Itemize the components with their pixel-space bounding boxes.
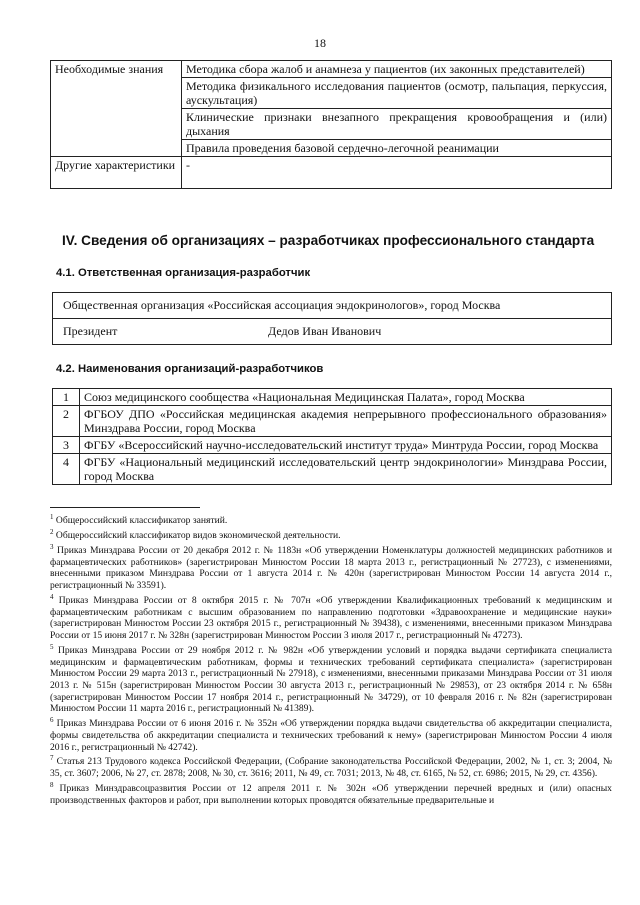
table-row [53,454,612,485]
organization-name: ФГБУ «Всероссийский научно-исследовательский институт труда» Минтруда России, город Москва [80,437,612,454]
table-row [51,157,612,189]
footnote [50,715,612,753]
footnote-text: Статья 213 Трудового кодекса Российской Федерации, (Собрание законодательства Российской Федерации, 2002, № 1, ст. 3; 2004, № 35, ст. 3607; 2006, № 27, ст. 2878; 2008, № 30, ст. 3616; 2011, № 49, ст. 7031; 2013, № 48, ст. 6165, № 52, ст. 6986; 2015, № 29, ст. 4356). [50,756,612,780]
table-row [53,406,612,437]
table-row [53,437,612,454]
position-label: Президент [63,324,118,338]
table-row [51,61,612,78]
footnote-mark: 6 [50,716,54,725]
footnote-text: Приказ Минздрава России от 6 июня 2016 г. № 352н «Об утверждении порядка выдачи свидетельства об аккредитации специалиста, формы свидетельства об аккредитации специалиста и технических требований к нему» (зарегистрирован Минюстом России 4 июля 2016 г., регистрационный № 42742). [50,718,612,753]
table-cell: Правила проведения базовой сердечно-легочной реанимации [182,140,612,157]
organization-name: Общественная организация «Российская ассоциация эндокринологов», город Москва [53,293,612,319]
signatory-cell [53,319,612,345]
footnote-mark: 2 [50,527,54,536]
footnote-text: Общероссийский классификатор занятий. [55,515,228,527]
table-row [53,389,612,406]
subsection-title: 4.2. Наименования организаций-разработчиков [56,363,324,375]
footnote-text: Приказ Минздрава России от 8 октября 2015 г. № 707н «Об утверждении Квалификационных требований к медицинским и фармацевтическим работникам с высшим образованием по направлению подготовки «Здравоохранение и медицинские науки» (зарегистрирован Минюстом России 23 октября 2015 г., регистрационный № 39438), с изменениями, внесенными приказом Минздрава России от 15 июня 2017 г. № 328н (зарегистрирован Минюстом России 3 июля 2017 г., регистрационный № 47273). [50,594,612,642]
footnote [50,642,612,715]
footnotes [50,512,612,807]
footnote-text: Приказ Минздрава России от 29 ноября 2012 г. № 982н «Об утверждении условий и порядка выдачи сертификата специалиста медицинским и фармацевтическим работникам, формы и технических требований сертификата специалиста» (зарегистрирован Минюстом России 29 марта 2013 г., регистрационный № 27918), с изменениями, внесенными приказами Минздрава России от 31 июля 2013 г. № 515н (зарегистрирован Минюстом России 30 августа 2013 г., регистрационный № 29853), от 23 октября 2014 г. № 658н (зарегистрирован Минюстом России 17 ноября 2014 г., регистрационный № 34729), от 10 февраля 2016 г. № 82н (зарегистрирован Минюстом России 11 марта 2016 г., регистрационный № 41389). [50,644,612,715]
footnote [50,512,612,527]
section-title: IV. Сведения об организациях – разработчиках профессионального стандарта [62,233,595,248]
table-row [53,293,612,319]
footnote [50,753,612,780]
footnote-mark: 5 [50,642,54,651]
organization-name: Союз медицинского сообщества «Национальная Медицинская Палата», город Москва [80,389,612,406]
row-label: Другие характеристики [51,157,182,189]
subsection-title: 4.1. Ответственная организация-разработчик [56,267,311,279]
organization-name: ФГБОУ ДПО «Российская медицинская академия непрерывного профессионального образования» Минздрава России, город Москва [80,406,612,437]
developer-organizations-table [52,388,612,485]
table-cell: - [182,157,612,189]
footnote-mark: 7 [50,754,54,763]
table-row [53,319,612,345]
table-cell: Клинические признаки внезапного прекращения кровообращения и (или) дыхания [182,109,612,140]
table-cell: Методика физикального исследования пациентов (осмотр, пальпация, перкуссия, аускультация) [182,78,612,109]
footnote-mark: 3 [50,542,54,551]
footnote [50,592,612,642]
footnote [50,542,612,592]
row-number: 2 [53,406,80,437]
footnote-divider [50,507,200,508]
row-number: 4 [53,454,80,485]
footnote [50,527,612,542]
row-label: Необходимые знания [51,61,182,157]
requirements-table [50,60,612,189]
row-number: 3 [53,437,80,454]
footnote-text: Приказ Минздрава России от 20 декабря 2012 г. № 1183н «Об утверждении Номенклатуры должностей медицинских работников и фармацевтических работников» (зарегистрирован Минюстом России 18 марта 2013 г., регистрационный № 27723), с изменениями, внесенными приказом Минздрава России от 1 августа 2014 г. № 420н (зарегистрирован Минюстом России 14 августа 2014 г., регистрационный № 33591). [50,544,612,592]
person-name: Дедов Иван Иванович [268,324,382,338]
row-number: 1 [53,389,80,406]
footnote-mark: 1 [50,513,54,521]
table-cell: Методика сбора жалоб и анамнеза у пациентов (их законных представителей) [182,61,612,78]
page-number: 18 [314,36,326,50]
responsible-organization-table [52,292,612,345]
footnote-text: Общероссийский классификатор видов экономической деятельности. [55,530,341,542]
footnote-mark: 8 [50,781,54,790]
footnote-text: Приказ Минздравсоцразвития России от 12 апреля 2011 г. № 302н «Об утверждении перечней вредных и (или) опасных производственных факторов и работ, при выполнении которых проводятся обязательные предварительные и [50,783,612,806]
footnote [50,780,612,807]
organization-name: ФГБУ «Национальный медицинский исследовательский центр эндокринологии» Минздрава России, город Москва [80,454,612,485]
footnote-mark: 4 [50,592,54,601]
